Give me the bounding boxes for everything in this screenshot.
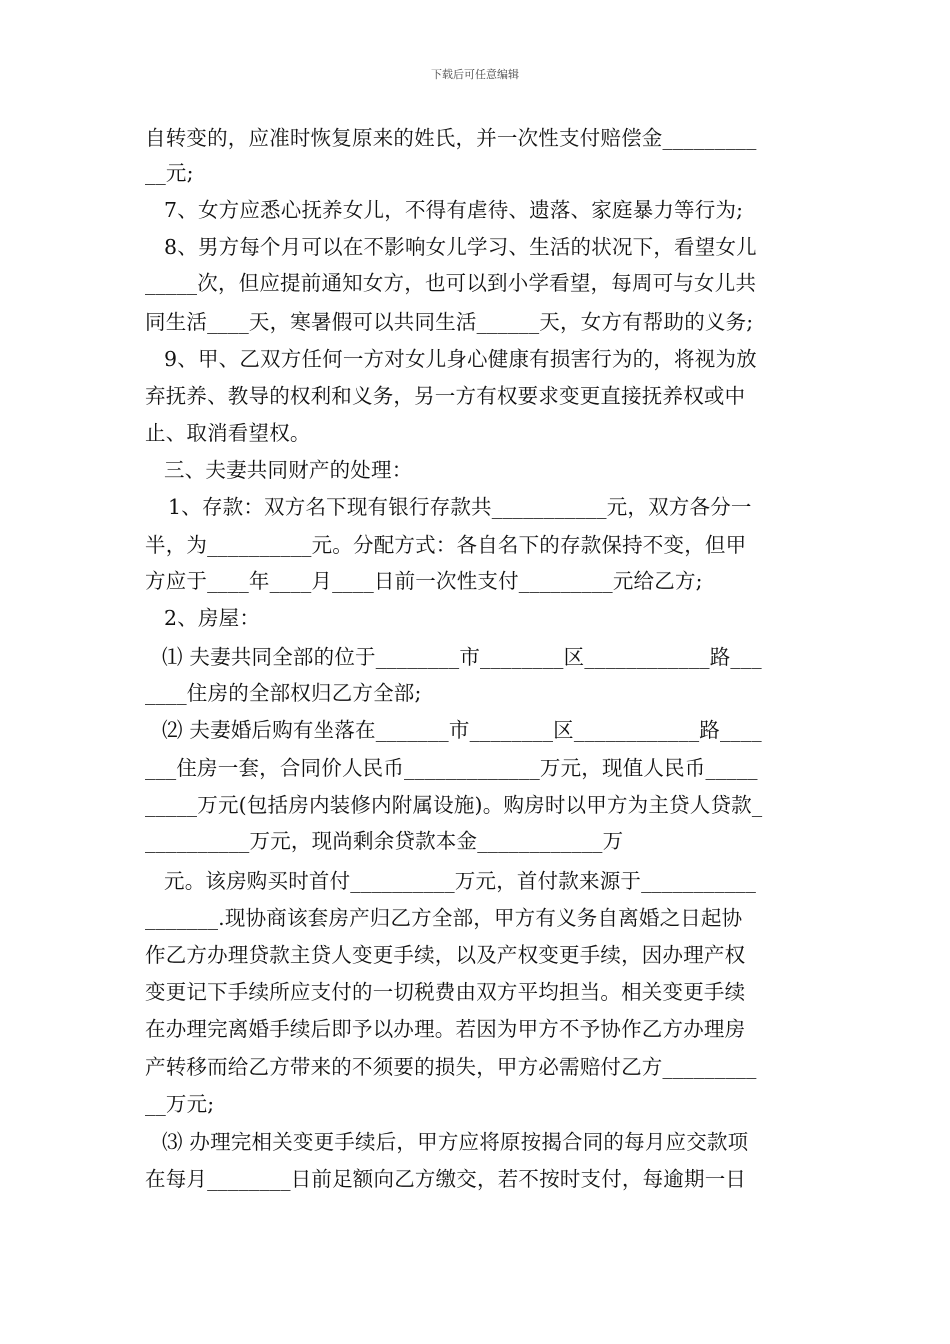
text-line: ⑵ 夫妻婚后购有坐落在_______市________区____________路____ xyxy=(162,718,762,742)
text-line: 2、房屋： xyxy=(164,606,261,630)
text-line: 止、取消看望权。 xyxy=(145,421,311,445)
text-line: 作乙方办理贷款主贷人变更手续，以及产权变更手续，因办理产权 xyxy=(145,943,746,967)
text-line: 自转变的，应准时恢复原来的姓氏，并一次性支付赔偿金_________ xyxy=(145,126,757,150)
text-line: 7、女方应悉心抚养女儿，不得有虐待、遗落、家庭暴力等行为; xyxy=(164,198,744,222)
text-line: _____次，但应提前通知女方，也可以到小学看望，每周可与女儿共 xyxy=(145,271,757,295)
text-line: _______.现协商该套房产归乙方全部，甲方有义务自离婚之日起协 xyxy=(145,906,743,930)
text-line: _____万元(包括房内装修内附属设施)。购房时以甲方为主贷人贷款_ xyxy=(145,793,763,817)
text-line: ___住房一套，合同价人民币_____________万元，现值人民币_____ xyxy=(145,756,758,780)
text-line: 变更记下手续所应支付的一切税费由双方平均担当。相关变更手续 xyxy=(145,980,746,1004)
text-line: 在每月________日前足额向乙方缴交，若不按时支付，每逾期一日 xyxy=(145,1167,747,1191)
text-line: __万元; xyxy=(145,1092,215,1116)
text-line: __________万元，现尚剩余贷款本金____________万 xyxy=(145,829,624,853)
text-line: 同生活____天，寒暑假可以共同生活______天，女方有帮助的义务; xyxy=(145,310,754,334)
text-line: 弃抚养、教导的权利和义务，另一方有权要求变更直接抚养权或中 xyxy=(145,384,746,408)
text-line: 半，为__________元。分配方式：各自名下的存款保持不变，但甲 xyxy=(145,533,747,557)
text-line: 9、甲、乙双方任何一方对女儿身心健康有损害行为的，将视为放 xyxy=(164,347,757,371)
text-line: __元; xyxy=(145,161,194,185)
text-line: 8、男方每个月可以在不影响女儿学习、生活的状况下，看望女儿 xyxy=(164,235,757,259)
text-line: 1、存款：双方名下现有银行存款共___________元，双方各分一 xyxy=(168,495,752,519)
text-line: ____住房的全部权归乙方全部; xyxy=(145,681,422,705)
text-line: 在办理完离婚手续后即予以办理。若因为甲方不予协作乙方办理房 xyxy=(145,1017,746,1041)
text-line: ⑴ 夫妻共同全部的位于________市________区____________路___ xyxy=(162,645,762,669)
page-header: 下载后可任意编辑 xyxy=(431,68,519,81)
text-line: 产转移而给乙方带来的不须要的损失，甲方必需赔付乙方_________ xyxy=(145,1055,757,1079)
text-line: 元。该房购买时首付__________万元，首付款来源于___________ xyxy=(164,869,757,893)
text-line: 方应于____年____月____日前一次性支付_________元给乙方; xyxy=(145,569,703,593)
section-heading: 三、夫妻共同财产的处理： xyxy=(164,458,413,482)
text-line: ⑶ 办理完相关变更手续后，甲方应将原按揭合同的每月应交款项 xyxy=(162,1130,749,1154)
